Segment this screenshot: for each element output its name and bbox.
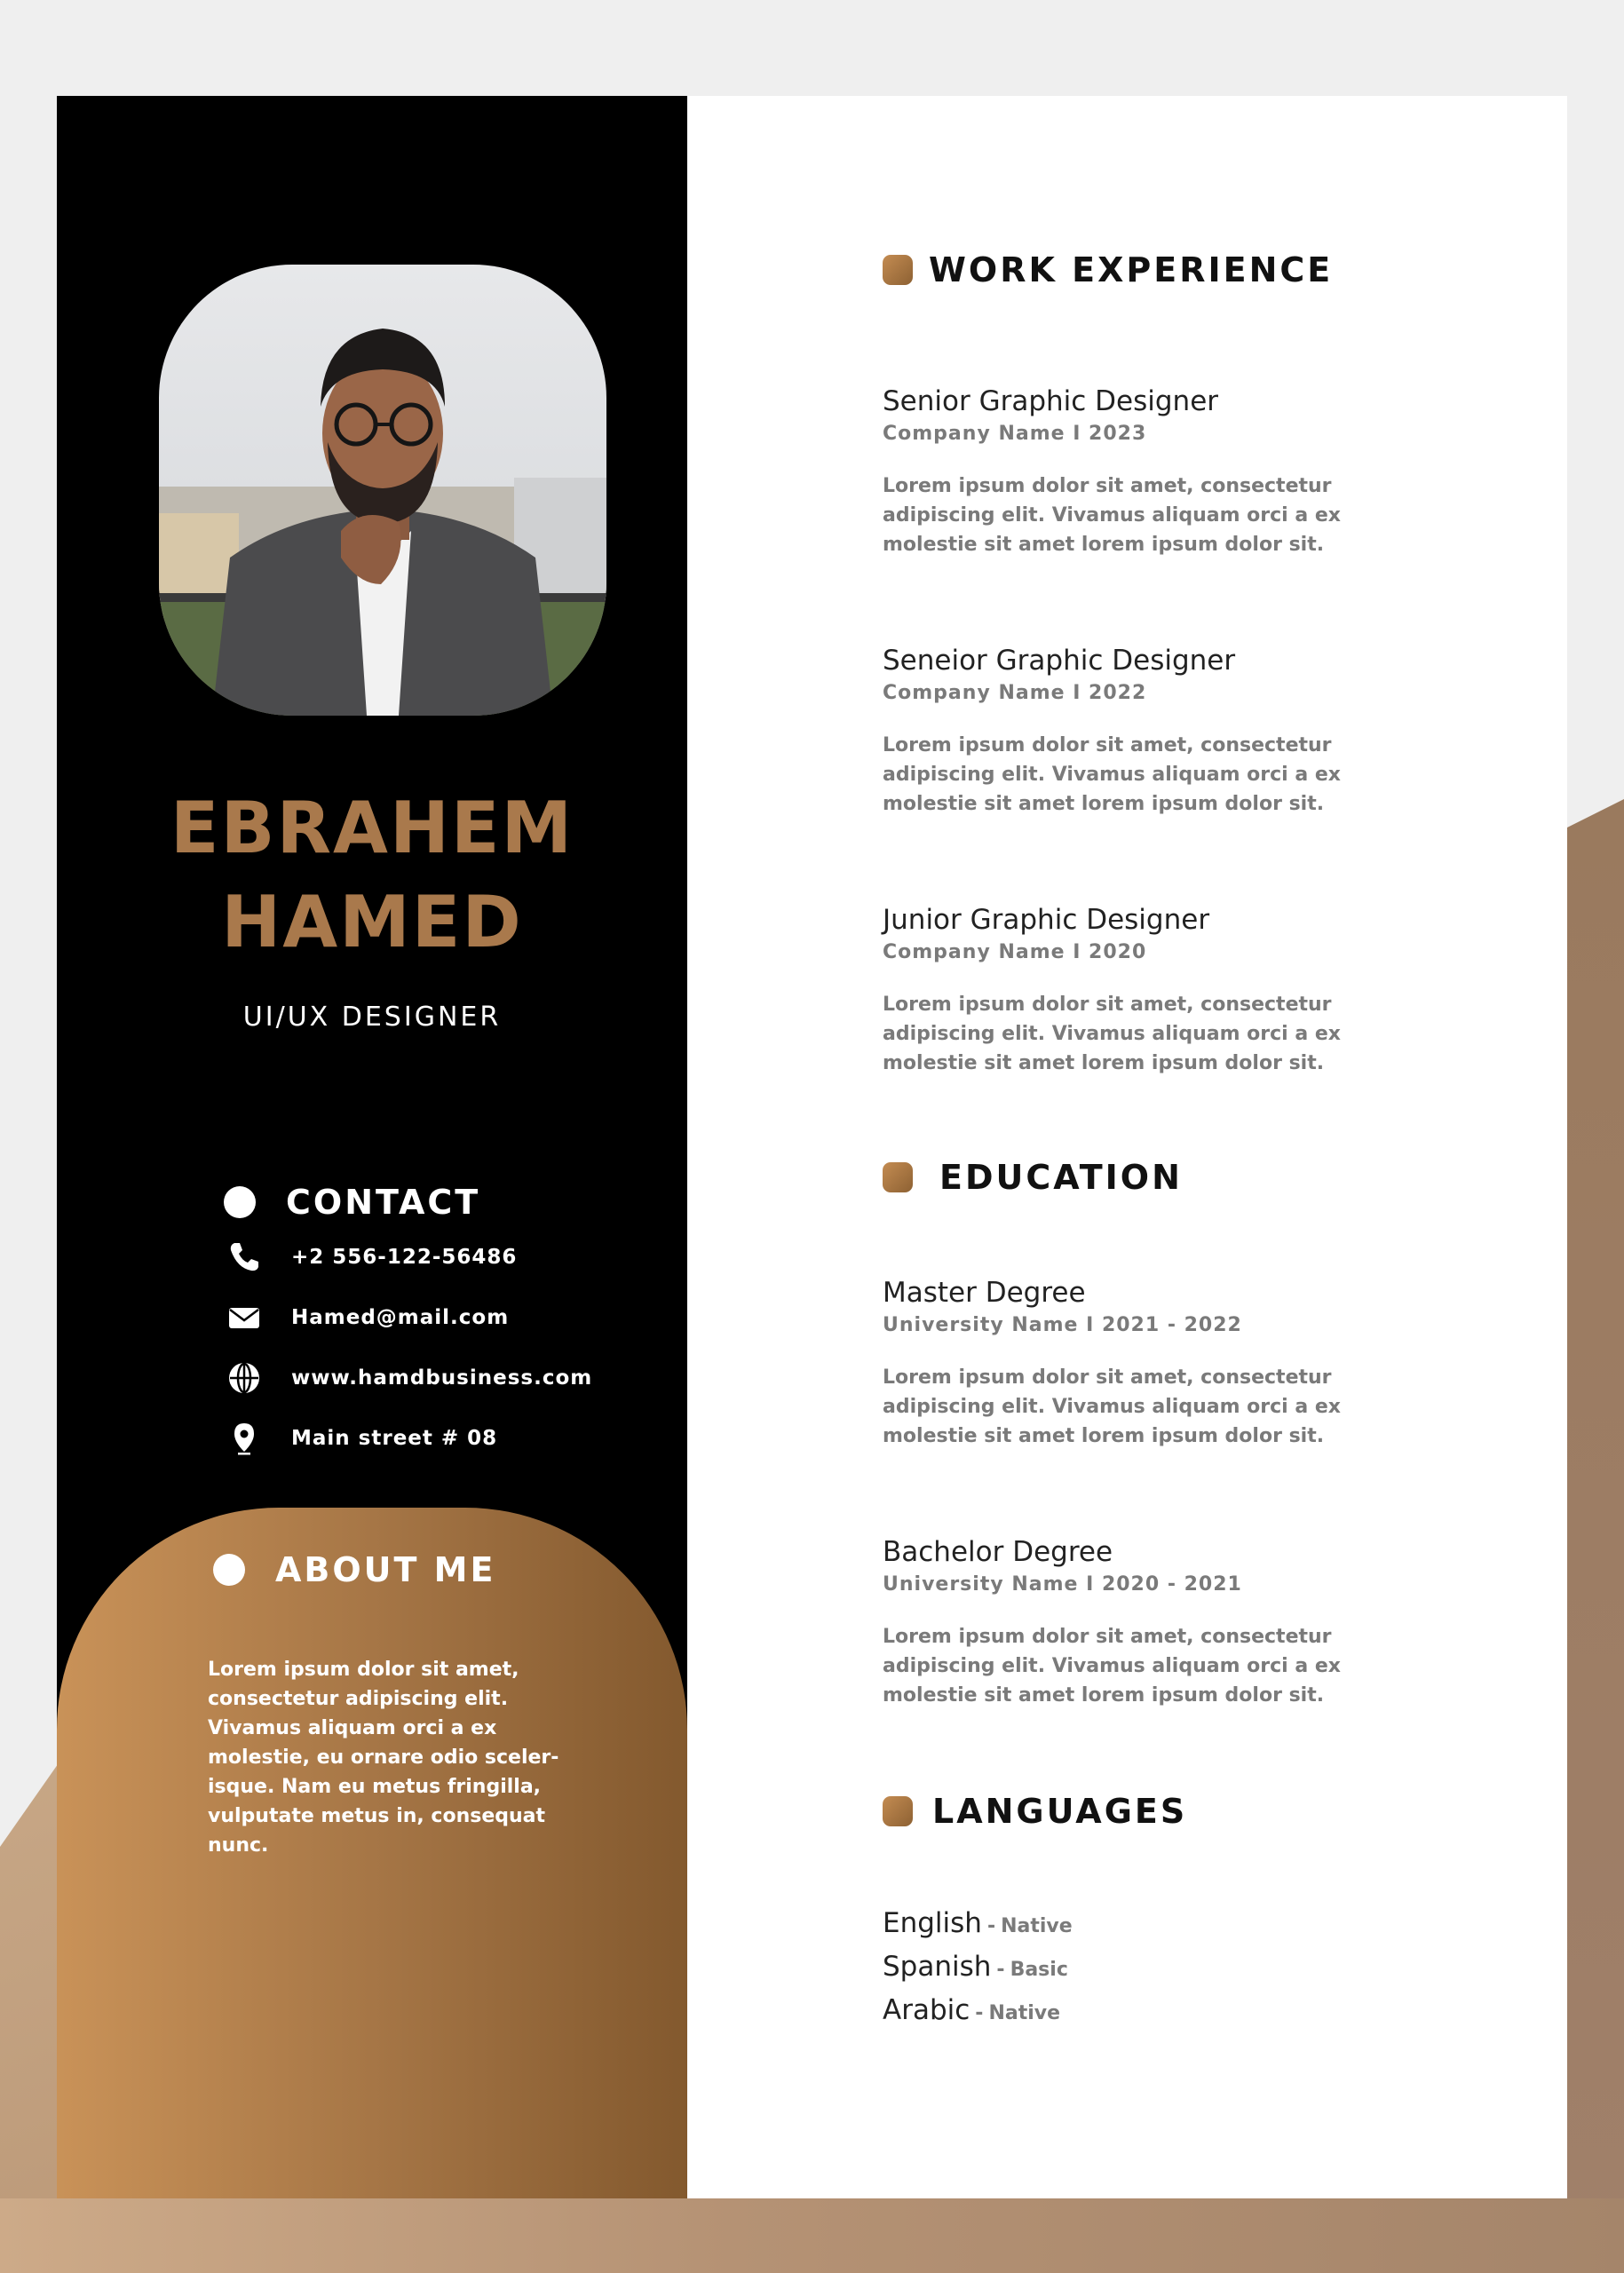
about-heading-label: ABOUT ME <box>275 1550 496 1589</box>
bullet-dot-icon <box>224 1186 256 1218</box>
work-entry-meta: Company Name I 2022 <box>883 682 1147 704</box>
section-marker-icon <box>883 255 913 285</box>
contact-heading <box>224 1183 480 1222</box>
resume-sheet <box>57 96 1567 2198</box>
education-entry-description: Lorem ipsum dolor sit amet, consectetur adipiscing elit. Vivamus aliquam orci a ex molestie sit amet lorem ipsum dolor sit. <box>883 1626 1342 1707</box>
last-name: HAMED <box>221 881 523 963</box>
candidate-name <box>57 781 687 970</box>
languages-heading <box>883 1792 1187 1831</box>
contact-phone[interactable] <box>224 1227 650 1287</box>
contact-website-text: www.hamdbusiness.com <box>291 1366 593 1390</box>
language-name: Arabic <box>883 1994 970 2026</box>
background-band-bottom <box>0 2198 1624 2273</box>
contact-phone-text: +2 556-122-56486 <box>291 1246 518 1269</box>
education-entry-title: Master Degree <box>883 1277 1086 1309</box>
language-name: Spanish <box>883 1951 992 1983</box>
work-entry-description: Lorem ipsum dolor sit amet, consectetur adipiscing elit. Vivamus aliquam orci a ex molestie sit amet lorem ipsum dolor sit. <box>883 994 1342 1074</box>
globe-icon <box>224 1358 265 1398</box>
languages-heading-label: LANGUAGES <box>932 1792 1188 1831</box>
language-separator: - <box>975 2002 984 2024</box>
work-entry-title: Senior Graphic Designer <box>883 385 1219 417</box>
contact-email-text: Hamed@mail.com <box>291 1306 510 1329</box>
profile-photo-illustration <box>159 265 606 716</box>
about-text: Lorem ipsum dolor sit amet, consectetur adipiscing elit. Vivamus aliquam orci a ex molestie, eu ornare odio sceler- isque. Nam eu metus fringilla, vulputate metus in, consequat nunc. <box>208 1659 559 1857</box>
education-entry-description: Lorem ipsum dolor sit amet, consectetur adipiscing elit. Vivamus aliquam orci a ex molestie sit amet lorem ipsum dolor sit. <box>883 1366 1342 1447</box>
language-separator: - <box>986 1915 996 1937</box>
work-experience-heading-label: WORK EXPERIENCE <box>929 250 1334 289</box>
language-separator: - <box>996 1959 1005 1981</box>
about-heading <box>213 1550 495 1589</box>
language-name: English <box>883 1907 982 1939</box>
education-heading-label: EDUCATION <box>939 1158 1183 1197</box>
contact-email[interactable] <box>224 1287 650 1348</box>
phone-icon <box>224 1237 265 1278</box>
contact-address-text: Main street # 08 <box>291 1427 498 1450</box>
location-pin-icon <box>224 1418 265 1459</box>
work-entry-meta: Company Name I 2023 <box>883 423 1147 445</box>
language-level: Native <box>988 2002 1061 2024</box>
profile-photo <box>159 265 606 716</box>
education-entry <box>883 1536 1380 1710</box>
mail-icon <box>224 1297 265 1338</box>
language-level: Native <box>1001 1915 1073 1937</box>
language-item <box>883 1951 1073 1994</box>
bullet-dot-icon <box>213 1554 245 1586</box>
work-entry-title: Junior Graphic Designer <box>883 904 1210 936</box>
language-level: Basic <box>1010 1959 1068 1981</box>
work-entry-description: Lorem ipsum dolor sit amet, consectetur adipiscing elit. Vivamus aliquam orci a ex molestie sit amet lorem ipsum dolor sit. <box>883 475 1342 556</box>
work-experience-heading <box>883 250 1333 289</box>
work-entry <box>883 385 1380 559</box>
education-entry <box>883 1277 1380 1451</box>
contact-website[interactable] <box>224 1348 650 1408</box>
contact-address <box>224 1408 650 1469</box>
work-entry-title: Seneior Graphic Designer <box>883 645 1236 677</box>
education-entry-meta: University Name I 2021 - 2022 <box>883 1314 1242 1336</box>
education-entry-meta: University Name I 2020 - 2021 <box>883 1573 1242 1596</box>
work-entry <box>883 645 1380 819</box>
section-marker-icon <box>883 1796 913 1826</box>
job-title: UI/UX DESIGNER <box>242 1002 502 1033</box>
contact-heading-label: CONTACT <box>286 1183 481 1222</box>
education-entry-title: Bachelor Degree <box>883 1536 1113 1568</box>
languages-list <box>883 1907 1073 2038</box>
language-item <box>883 1994 1073 2038</box>
first-name: EBRAHEM <box>170 787 574 869</box>
section-marker-icon <box>883 1162 913 1192</box>
education-heading <box>883 1158 1183 1197</box>
work-entry <box>883 904 1380 1078</box>
work-entry-meta: Company Name I 2020 <box>883 941 1147 963</box>
work-entry-description: Lorem ipsum dolor sit amet, consectetur adipiscing elit. Vivamus aliquam orci a ex molestie sit amet lorem ipsum dolor sit. <box>883 734 1342 815</box>
language-item <box>883 1907 1073 1951</box>
contact-list <box>224 1227 650 1469</box>
resume-sidebar <box>57 96 687 2198</box>
